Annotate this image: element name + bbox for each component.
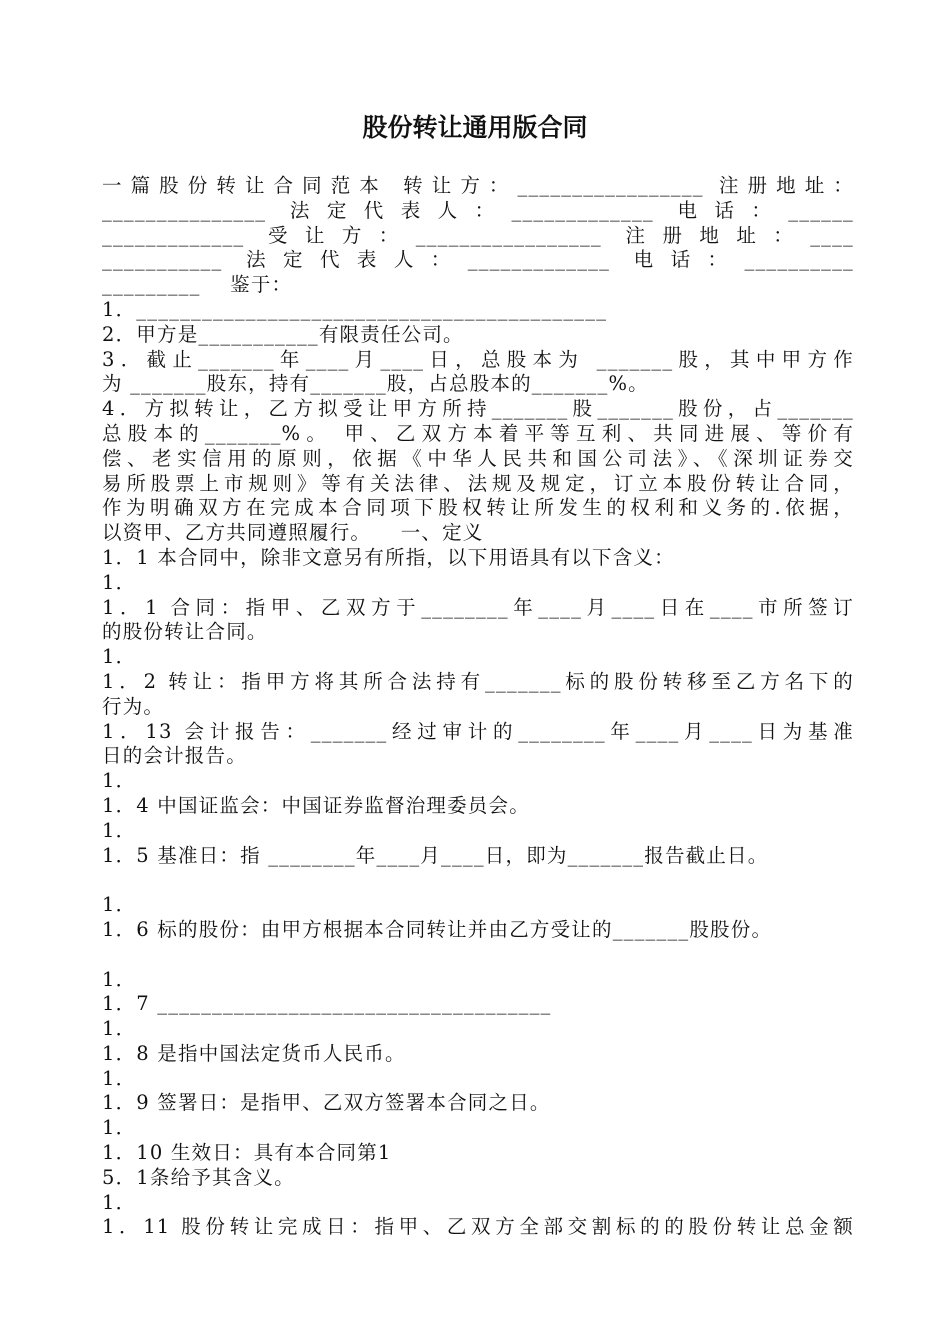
text-line: 1．: [102, 1116, 137, 1140]
text-line: 1．6 标的股份：由甲方根据本合同转让并由乙方受让的_______股股份。: [102, 917, 773, 941]
blank-line: [102, 943, 854, 968]
text-line: 1．1 合同：指甲、乙双方于________年____月____日在____市所签订: [102, 595, 854, 619]
text-line: 1．: [102, 893, 137, 917]
text-line: 1．: [102, 1190, 137, 1214]
text-line: 1．: [102, 645, 137, 669]
text-line: _____________ 受让方：_________________ 注册地址：____: [102, 223, 854, 247]
text-line: 1．: [102, 570, 137, 594]
text-line: 的股份转让合同。: [102, 620, 268, 644]
text-line: 1．1 本合同中，除非文意另有所指，以下用语具有以下含义：: [102, 545, 675, 569]
text-line: 为 _______股东，持有_______股，占总股本的_______%。: [102, 372, 649, 396]
text-line: 1．11 股份转让完成日：指甲、乙双方全部交割标的的股份转让总金额: [102, 1215, 854, 1239]
text-line: 1．: [102, 818, 137, 842]
text-line: 作为明确双方在完成本合同项下股权转让所发生的权利和义务的.依据，: [102, 496, 854, 520]
document-body: [102, 174, 854, 1240]
text-line: 1．5 基准日：指 ________年____月____日，即为_______报告截止日。: [102, 843, 769, 867]
text-line: 1．8 是指中国法定货币人民币。: [102, 1041, 406, 1065]
text-line: 总股本的_______%。 甲、乙双方本着平等互利、共同进展、等价有: [102, 421, 854, 445]
text-line: 1．: [102, 967, 137, 991]
text-line: 1．: [102, 1066, 137, 1090]
text-line: _________ 鉴于：: [102, 273, 293, 297]
blank-line: [102, 868, 854, 893]
text-line: 一篇股份转让合同范本 转让方：_________________ 注册地址：: [102, 174, 854, 197]
text-line: 1．: [102, 1017, 137, 1041]
text-line: 4．方拟转让，乙方拟受让甲方所持_______股_______股份，占_______: [102, 397, 854, 421]
text-line: 1．4 中国证监会：中国证券监督治理委员会。: [102, 793, 530, 817]
text-line: 5．1条给予其含义。: [102, 1165, 295, 1189]
text-line: 3．截止_______年____月____日，总股本为 _______股，其中甲方作: [102, 347, 854, 371]
text-line: 1．7 ____________________________________: [102, 992, 552, 1016]
text-line: 偿、老实信用的原则，依据《中华人民共和国公司法》、《深圳证券交: [102, 446, 854, 470]
text-line: 1．: [102, 769, 137, 793]
text-line: ___________ 法定代表人：_____________ 电话：__________: [102, 248, 854, 272]
text-line: 1．9 签署日：是指甲、乙双方签署本合同之日。: [102, 1091, 551, 1115]
text-line: 以资甲、乙方共同遵照履行。 一、定义: [102, 521, 484, 545]
text-line: 日的会计报告。: [102, 744, 247, 768]
text-line: 1．13 会计报告：_______经过审计的________年____月____日为基准: [102, 719, 854, 743]
text-line: 1．___________________________________________: [102, 297, 608, 321]
document-title: 股份转让通用版合同: [362, 113, 588, 142]
text-line: _______________ 法定代表人：_____________ 电话：______: [102, 198, 854, 222]
text-line: 2．甲方是___________有限责任公司。: [102, 322, 464, 346]
text-line: 1．2 转让：指甲方将其所合法持有_______标的股份转移至乙方名下的: [102, 669, 854, 693]
text-line: 行为。: [102, 694, 165, 718]
text-line: 易所股票上市规则》等有关法律、法规及规定，订立本股份转让合同，: [102, 471, 854, 495]
text-line: 1．10 生效日：具有本合同第1: [102, 1141, 392, 1165]
